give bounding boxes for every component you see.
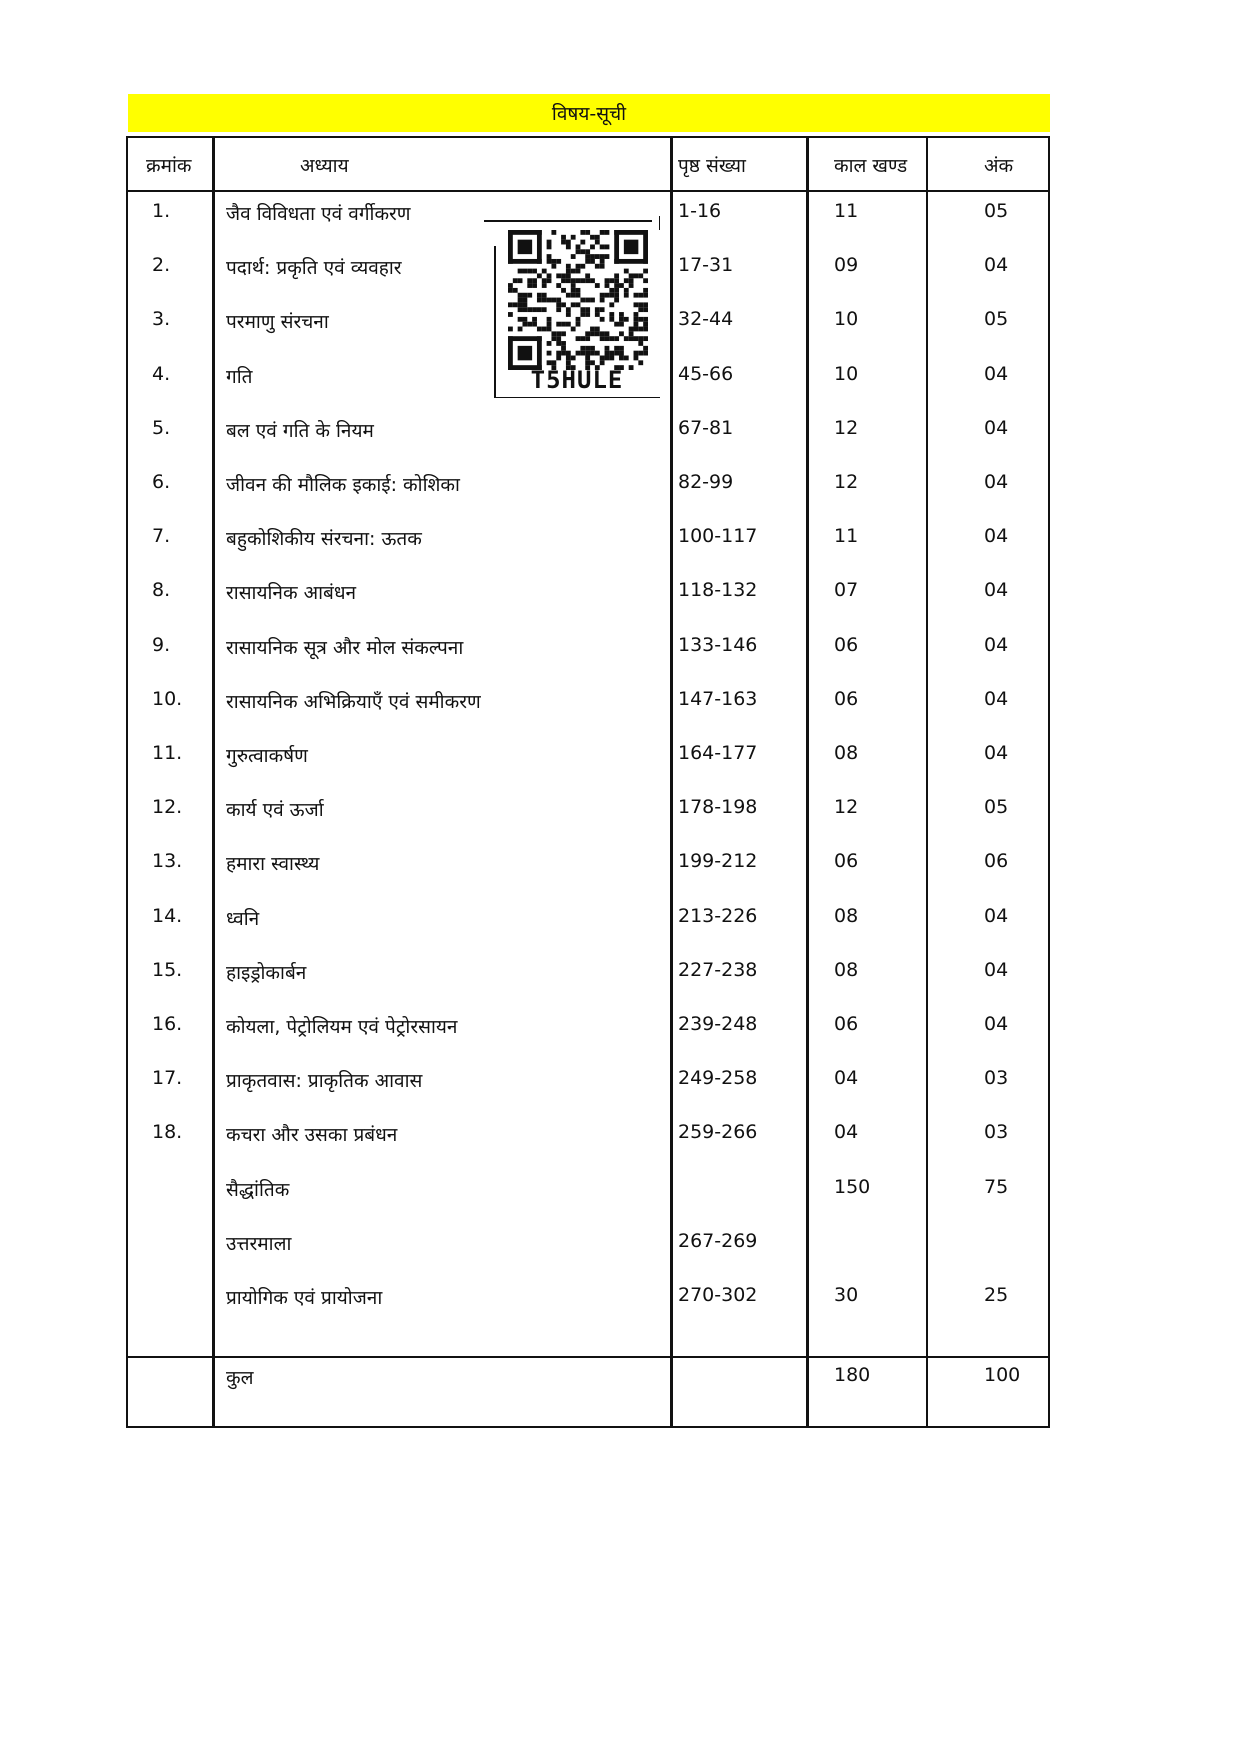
header-divider [128, 190, 1048, 192]
row-serial: 15. [152, 958, 183, 981]
row-serial: 13. [152, 850, 183, 873]
row-period: 06 [834, 1013, 859, 1035]
row-chapter: रासायनिक अभिक्रियाएँ एवं समीकरण [226, 690, 481, 713]
table-row [128, 1230, 1048, 1285]
row-marks: 04 [984, 362, 1009, 385]
row-period: 06 [834, 687, 859, 710]
row-serial: 12. [152, 796, 183, 819]
row-chapter: प्राकृतवास: प्राकृतिक आवास [226, 1070, 423, 1093]
row-pages: 199-212 [678, 850, 758, 873]
qr-frame-line [659, 216, 661, 230]
table-row [128, 796, 1048, 851]
table-row [128, 850, 1048, 905]
row-serial: 11. [152, 742, 183, 764]
row-period: 09 [834, 254, 859, 277]
table-row [128, 579, 1048, 634]
row-pages: 249-258 [678, 1067, 758, 1090]
row-marks: 05 [984, 308, 1009, 331]
total-period: 180 [834, 1364, 871, 1386]
row-period: 07 [834, 579, 859, 602]
row-chapter: गुरुत्वाकर्षण [226, 745, 308, 767]
total-label: कुल [226, 1367, 254, 1389]
toc-title-bar [128, 94, 1050, 132]
row-period: 06 [834, 850, 859, 873]
row-marks: 04 [984, 687, 1009, 710]
row-period: 08 [834, 742, 859, 764]
row-period: 12 [834, 796, 859, 819]
row-pages: 45-66 [678, 362, 734, 385]
row-serial: 10. [152, 687, 183, 710]
row-marks: 25 [984, 1284, 1009, 1306]
row-period: 04 [834, 1067, 859, 1090]
row-period: 11 [834, 525, 859, 548]
header-chapter: अध्याय [300, 155, 349, 177]
row-serial: 8. [152, 579, 171, 602]
row-chapter: बहुकोशिकीय संरचना: ऊतक [226, 528, 422, 551]
row-pages: 267-269 [678, 1229, 758, 1252]
row-chapter: कोयला, पेट्रोलियम एवं पेट्रोरसायन [226, 1016, 458, 1038]
header-page: पृष्ठ संख्या [678, 155, 746, 177]
row-pages: 164-177 [678, 742, 758, 764]
row-marks: 04 [984, 254, 1009, 277]
table-row [128, 742, 1048, 797]
table-row [128, 1121, 1048, 1176]
row-marks: 05 [984, 200, 1009, 222]
table-row [128, 905, 1048, 960]
row-chapter: पदार्थ: प्रकृति एवं व्यवहार [226, 257, 402, 280]
row-period: 06 [834, 633, 859, 656]
row-period: 08 [834, 958, 859, 981]
row-chapter: परमाणु संरचना [226, 311, 329, 334]
row-serial: 1. [152, 200, 171, 222]
qr-code-box[interactable] [494, 216, 660, 398]
table-row [128, 1176, 1048, 1231]
table-row [128, 634, 1048, 689]
row-serial: 9. [152, 633, 171, 656]
row-pages: 178-198 [678, 796, 758, 819]
row-chapter: कार्य एवं ऊर्जा [226, 799, 324, 822]
row-marks: 04 [984, 904, 1009, 927]
row-serial: 17. [152, 1067, 183, 1090]
row-pages: 82-99 [678, 471, 734, 493]
row-chapter: कचरा और उसका प्रबंधन [226, 1124, 398, 1147]
row-pages: 67-81 [678, 416, 734, 439]
row-chapter: गति [226, 365, 253, 388]
row-chapter: प्रायोगिक एवं प्रायोजना [226, 1287, 383, 1309]
row-marks: 04 [984, 742, 1009, 764]
row-pages: 17-31 [678, 254, 734, 277]
row-chapter: ध्वनि [226, 907, 260, 930]
row-serial: 2. [152, 254, 171, 277]
qr-frame-line [494, 397, 660, 399]
row-marks: 04 [984, 416, 1009, 439]
row-period: 12 [834, 471, 859, 493]
row-chapter: हाइड्रोकार्बन [226, 961, 307, 984]
row-marks: 04 [984, 525, 1009, 548]
row-pages: 118-132 [678, 579, 758, 602]
row-chapter: जीवन की मौलिक इकाई: कोशिका [226, 474, 460, 496]
row-pages: 259-266 [678, 1121, 758, 1144]
qr-code-icon [508, 230, 648, 370]
table-row [128, 959, 1048, 1014]
row-pages: 147-163 [678, 687, 758, 710]
row-chapter: रासायनिक आबंधन [226, 582, 357, 605]
table-row [128, 525, 1048, 580]
row-chapter: हमारा स्वास्थ्य [226, 853, 320, 876]
row-serial: 14. [152, 904, 183, 927]
row-chapter: जैव विविधता एवं वर्गीकरण [226, 203, 411, 225]
row-marks: 04 [984, 1013, 1009, 1035]
row-period: 12 [834, 416, 859, 439]
header-period: काल खण्ड [834, 155, 908, 177]
row-period: 30 [834, 1284, 859, 1306]
table-row [128, 1284, 1048, 1339]
table-row [128, 688, 1048, 743]
row-serial: 3. [152, 308, 171, 331]
row-marks: 04 [984, 471, 1009, 493]
row-pages: 227-238 [678, 958, 758, 981]
row-period: 08 [834, 904, 859, 927]
row-serial: 16. [152, 1013, 183, 1035]
total-marks: 100 [984, 1364, 1021, 1386]
row-period: 10 [834, 308, 859, 331]
row-pages: 239-248 [678, 1013, 758, 1035]
table-row [128, 1013, 1048, 1068]
table-row [128, 471, 1048, 526]
toc-title: विषय-सूची [551, 103, 627, 125]
total-divider [128, 1356, 1048, 1358]
row-serial: 6. [152, 471, 171, 493]
row-marks: 75 [984, 1175, 1009, 1198]
row-period: 11 [834, 200, 859, 222]
header-serial: क्रमांक [146, 155, 192, 177]
row-serial: 5. [152, 416, 171, 439]
table-row [128, 1067, 1048, 1122]
row-marks: 03 [984, 1121, 1009, 1144]
row-pages: 133-146 [678, 633, 758, 656]
row-marks: 04 [984, 958, 1009, 981]
row-marks: 04 [984, 579, 1009, 602]
row-marks: 06 [984, 850, 1009, 873]
row-pages: 1-16 [678, 200, 722, 222]
row-period: 04 [834, 1121, 859, 1144]
row-marks: 05 [984, 796, 1009, 819]
row-marks: 04 [984, 633, 1009, 656]
row-period: 150 [834, 1175, 871, 1198]
qr-frame-line [484, 220, 652, 222]
row-serial: 7. [152, 525, 171, 548]
row-marks: 03 [984, 1067, 1009, 1090]
row-pages: 270-302 [678, 1284, 758, 1306]
table-row [128, 417, 1048, 472]
row-serial: 4. [152, 362, 171, 385]
row-pages: 213-226 [678, 904, 758, 927]
header-marks: अंक [984, 155, 1014, 177]
row-chapter: रासायनिक सूत्र और मोल संकल्पना [226, 636, 464, 659]
row-chapter: सैद्धांतिक [226, 1178, 290, 1201]
total-row [128, 1364, 1048, 1419]
row-period: 10 [834, 362, 859, 385]
qr-code-label: T5HULE [530, 366, 624, 394]
row-chapter: उत्तरमाला [226, 1232, 292, 1255]
row-pages: 100-117 [678, 525, 758, 548]
row-serial: 18. [152, 1121, 183, 1144]
row-chapter: बल एवं गति के नियम [226, 419, 374, 442]
row-pages: 32-44 [678, 308, 734, 331]
